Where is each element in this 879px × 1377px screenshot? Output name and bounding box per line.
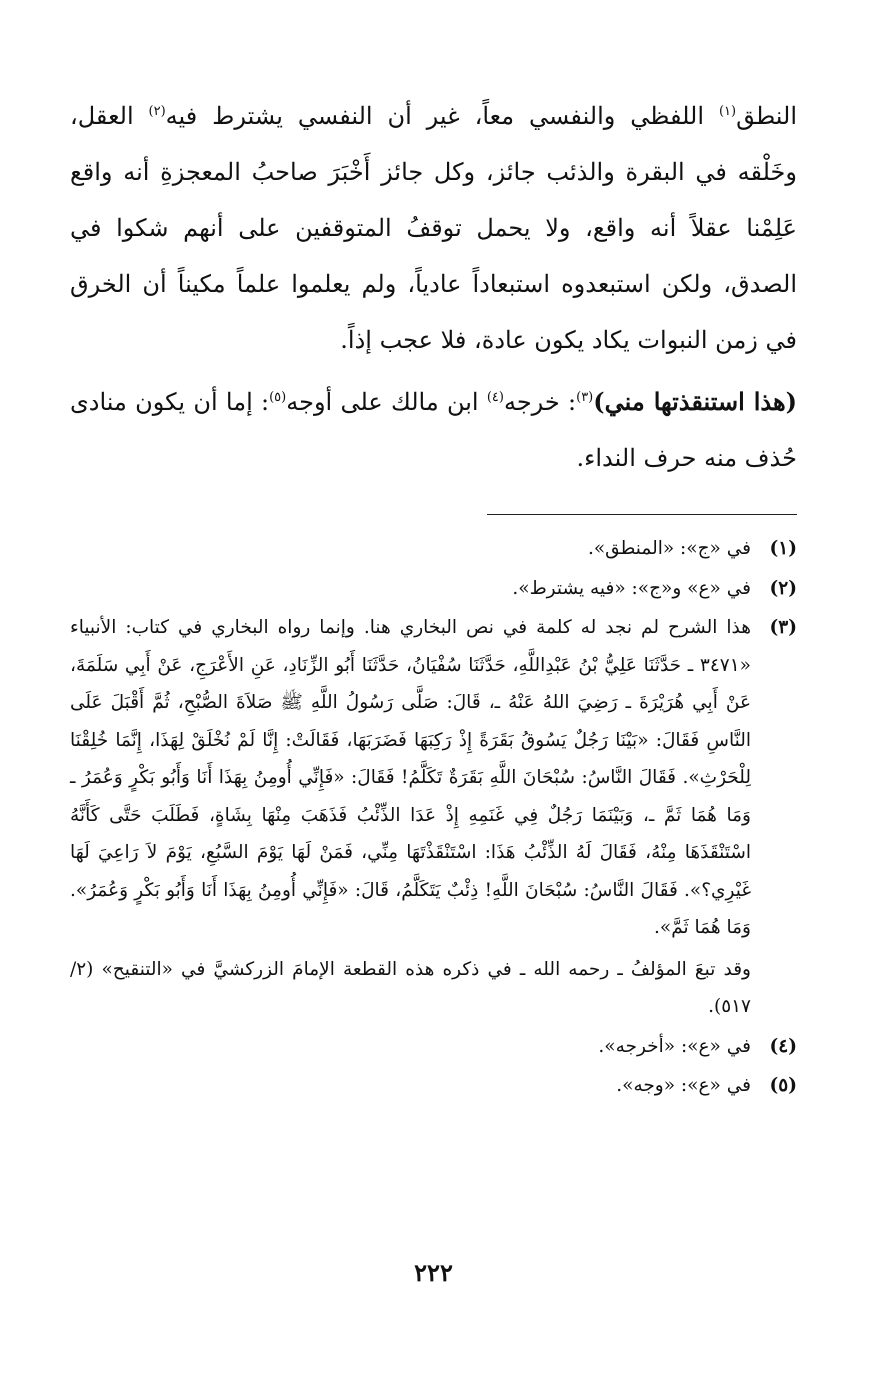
footnote-ref-4: (٤)	[486, 390, 504, 405]
footnote-2	[70, 570, 797, 608]
footnote-separator	[487, 514, 797, 515]
paragraph-2-part-3: : إما أن يكون منادى حُذف منه حرف النداء.	[70, 388, 797, 472]
book-page	[70, 88, 797, 1377]
paragraph-1-middle: اللفظي والنفسي معاً، غير أن النفسي يشترط فيه	[165, 102, 719, 130]
footnote-body: في «ع» و«ج»: «فيه يشترط».	[512, 577, 751, 599]
footnote-ref-2: (٢)	[148, 104, 166, 119]
footnote-number: (٢)	[769, 577, 797, 599]
paragraph-1-end: العقل، وخَلْقه في البقرة والذئب جائز، وكل جائز أَخْبَرَ صاحبُ المعجزةِ أنه واقع عَلِمْنا عقلاً أنه واقع، ولا يحمل توقفُ المتوقفين على أنهم شكوا في الصدق، ولكن استبعدوه استبعاداً عادياً، ولم يعلموا علماً مكيناً أن الخرق في زمن النبوات يكاد يكون عادة، فلا عجب إذاً.	[70, 102, 797, 354]
footnote-subnote: وقد تبعَ المؤلفُ ـ رحمه الله ـ في ذكره هذه القطعة الإمامَ الزركشيَّ في «التنقيح» (٢/ ٥١٧).	[70, 958, 751, 1017]
page-number: ٢٢٢	[414, 1258, 453, 1287]
footnote-number: (٤)	[769, 1035, 797, 1057]
footnotes	[70, 530, 797, 1107]
footnote-4	[70, 1028, 797, 1066]
footnote-ref-5: (٥)	[269, 390, 287, 405]
footnote-number: (١)	[769, 538, 797, 559]
footnote-number: (٥)	[769, 1075, 797, 1096]
footnote-text	[70, 1067, 751, 1105]
footnote-number: (٣)	[769, 617, 797, 638]
footnote-ref-1: (١)	[718, 104, 737, 119]
paragraph-2	[70, 374, 797, 486]
paragraph-1-start: النطق	[736, 102, 798, 130]
footnote-5	[70, 1067, 797, 1105]
footnote-text	[70, 609, 751, 1026]
footnote-ref-3: (٣)	[576, 390, 594, 405]
main-text	[70, 88, 797, 486]
footnote-body: في «ج»: «المنطق».	[587, 538, 751, 559]
footnote-body: في «ع»: «وجه».	[616, 1075, 751, 1096]
footnote-text	[70, 1028, 751, 1066]
quoted-heading: (هذا استنقذتها مني)	[593, 387, 798, 416]
footnote-text	[70, 530, 751, 568]
footnote-body: في «ع»: «أخرجه».	[598, 1035, 751, 1057]
footnote-text	[70, 570, 751, 608]
paragraph-2-part-1: : خرجه	[503, 388, 577, 416]
footnote-3	[70, 609, 797, 1026]
paragraph-2-part-2: ابن مالك على أوجه	[286, 388, 487, 416]
paragraph-1	[70, 88, 797, 368]
footnote-1	[70, 530, 797, 568]
footnote-body: هذا الشرح لم نجد له كلمة في نص البخاري هنا. وإنما رواه البخاري في كتاب: الأنبياء «٣٤٧١ ـ حَدَّثَنَا عَلِيُّ بْنُ عَبْدِاللَّهِ، حَدَّثَنَا سُفْيَانُ، حَدَّثَنَا أَبُو الزِّنَادِ، عَنِ الأَعْرَجِ، عَنْ أَبِي سَلَمَةَ، عَنْ أَبِي هُرَيْرَةَ ـ رَضِيَ اللهُ عَنْهُ ـ، قَالَ: صَلَّى رَسُولُ اللَّهِ ﷺ صَلاَةَ الصُّبْحِ، ثُمَّ أَقْبَلَ عَلَى النَّاسِ فَقَالَ: «بَيْنَا رَجُلٌ يَسُوقُ بَقَرَةً إِذْ رَكِبَهَا فَضَرَبَهَا، فَقَالَتْ: إِنَّا لَمْ نُخْلَقْ لِهَذَا، إِنَّمَا خُلِقْنَا لِلْحَرْثِ». فَقَالَ النَّاسُ: سُبْحَانَ اللَّهِ بَقَرَةٌ تَكَلَّمُ! فَقَالَ: «فَإِنِّي أُومِنُ بِهَذَا أَنَا وَأَبُو بَكْرٍ وَعُمَرُ ـ وَمَا هُمَا ثَمَّ ـ، وَبَيْنَمَا رَجُلٌ فِي غَنَمِهِ إِذْ عَدَا الذِّئْبُ فَذَهَبَ مِنْهَا بِشَاةٍ، فَطَلَبَ حَتَّى كَأَنَّهُ اسْتَنْقَذَهَا مِنْهُ، فَقَالَ لَهُ الذِّئْبُ هَذَا: اسْتَنْقَذْتَهَا مِنِّي، فَمَنْ لَهَا يَوْمَ السَّبُعِ، يَوْمَ لاَ رَاعِيَ لَهَا غَيْرِي؟». فَقَالَ النَّاسُ: سُبْحَانَ اللَّهِ! ذِئْبٌ يَتَكَلَّمُ، قَالَ: «فَإِنِّي أُومِنُ بِهَذَا أَنَا وَأَبُو بَكْرٍ وَعُمَرُ». وَمَا هُمَا ثَمَّ».	[70, 617, 751, 938]
